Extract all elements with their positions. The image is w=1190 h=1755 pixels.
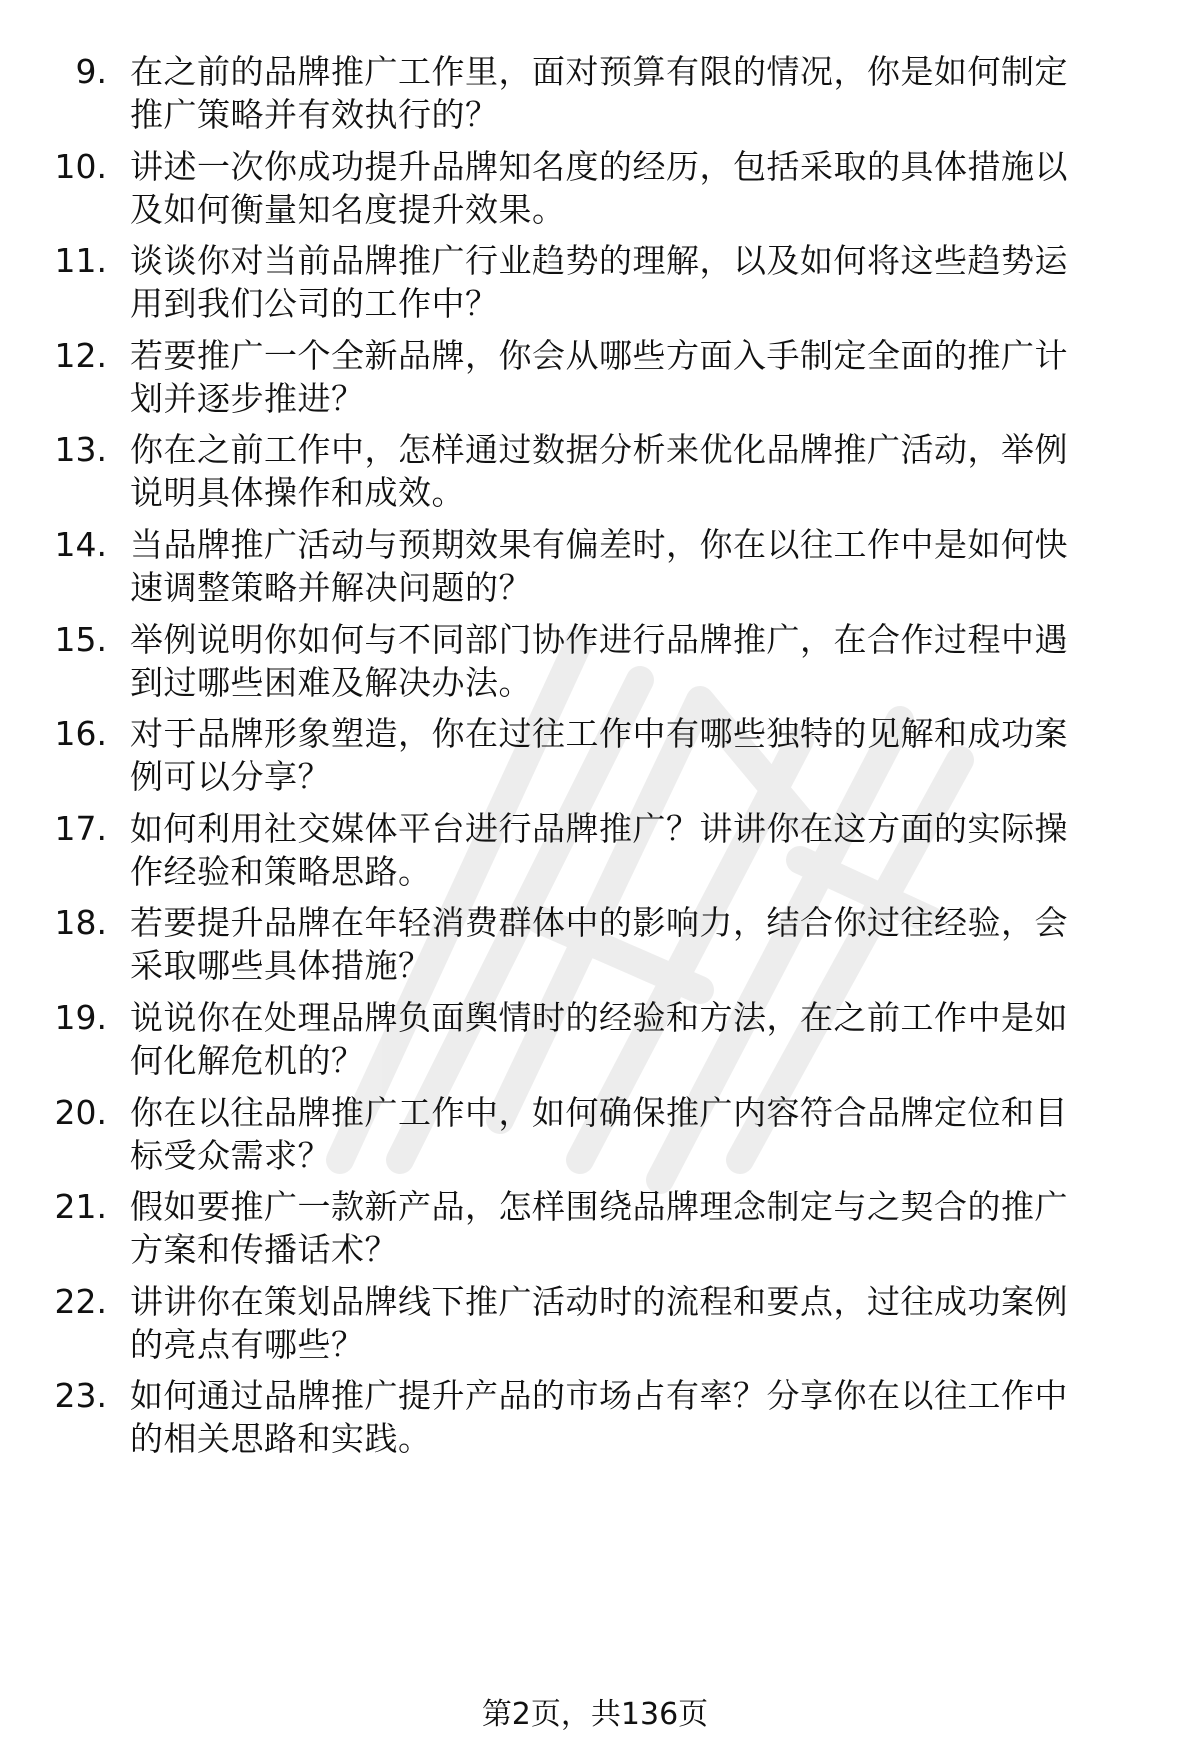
question-item (0, 239, 1190, 339)
question-text-line: 你在以往品牌推广工作中，如何确保推广内容符合品牌定位和目 (130, 1092, 1068, 1132)
question-text-line: 讲述一次你成功提升品牌知名度的经历，包括采取的具体措施以 (130, 146, 1068, 186)
question-item (0, 996, 1190, 1096)
question-number: 21. (54, 1187, 107, 1227)
question-text (130, 239, 1160, 325)
question-item (0, 523, 1190, 623)
question-item (0, 712, 1190, 812)
question-text-line: 速调整策略并解决问题的？ (130, 568, 532, 607)
question-text (130, 523, 1160, 609)
question-item (0, 901, 1190, 1001)
question-item (0, 618, 1190, 718)
question-item (0, 145, 1190, 245)
question-text (130, 334, 1160, 420)
question-text (130, 50, 1160, 136)
question-text-line: 标受众需求？ (130, 1135, 331, 1175)
question-number: 11. (54, 241, 107, 281)
question-text (130, 807, 1160, 893)
question-text-line: 对于品牌形象塑造，你在过往工作中有哪些独特的见解和成功案 (130, 714, 1068, 754)
question-number: 14. (54, 525, 107, 564)
question-text (130, 618, 1160, 704)
question-text (130, 996, 1160, 1082)
question-number: 17. (54, 808, 107, 848)
question-item (0, 1280, 1190, 1380)
question-text-line: 何化解危机的？ (130, 1041, 365, 1080)
question-text-line: 推广策略并有效执行的？ (130, 95, 499, 134)
question-text-line: 若要推广一个全新品牌，你会从哪些方面入手制定全面的推广计 (130, 335, 1068, 375)
question-text-line: 你在之前工作中，怎样通过数据分析来优化品牌推广活动，举例 (130, 430, 1068, 470)
question-item (0, 1091, 1190, 1191)
question-text-line: 方案和传播话术？ (130, 1230, 398, 1270)
question-text-line: 采取哪些具体措施？ (130, 946, 432, 986)
question-text-line: 的亮点有哪些？ (130, 1324, 365, 1364)
question-number: 15. (54, 619, 107, 659)
question-text (130, 1091, 1160, 1177)
question-number: 10. (54, 146, 107, 186)
question-text-line: 如何利用社交媒体平台进行品牌推广？讲讲你在这方面的实际操 (130, 808, 1068, 848)
page-footer: 第2页，共136页 (481, 1697, 709, 1732)
question-text (130, 428, 1160, 514)
question-number: 16. (54, 714, 107, 754)
question-text-line: 举例说明你如何与不同部门协作进行品牌推广，在合作过程中遇 (130, 619, 1068, 659)
question-text-line: 的相关思路和实践。 (130, 1419, 432, 1459)
question-number: 18. (54, 903, 107, 943)
question-item (0, 428, 1190, 528)
question-text-line: 谈谈你对当前品牌推广行业趋势的理解，以及如何将这些趋势运 (130, 241, 1068, 281)
question-item (0, 334, 1190, 434)
question-item (0, 807, 1190, 907)
question-text (130, 145, 1160, 231)
question-text-line: 说说你在处理品牌负面舆情时的经验和方法，在之前工作中是如 (130, 998, 1068, 1037)
question-text-line: 作经验和策略思路。 (130, 851, 432, 891)
question-text-line: 到过哪些困难及解决办法。 (130, 662, 532, 702)
question-number: 9. (75, 52, 107, 91)
question-item (0, 1185, 1190, 1285)
question-number: 12. (54, 335, 107, 375)
question-text-line: 讲讲你在策划品牌线下推广活动时的流程和要点，过往成功案例 (130, 1281, 1068, 1321)
question-text-line: 划并逐步推进？ (130, 378, 365, 418)
question-text-line: 在之前的品牌推广工作里，面对预算有限的情况，你是如何制定 (130, 52, 1068, 91)
question-text-line: 假如要推广一款新产品，怎样围绕品牌理念制定与之契合的推广 (130, 1187, 1068, 1227)
question-item (0, 50, 1190, 150)
question-text-line: 例可以分享？ (130, 757, 331, 797)
question-text (130, 1185, 1160, 1271)
question-text-line: 如何通过品牌推广提升产品的市场占有率？分享你在以往工作中 (130, 1376, 1068, 1416)
question-number: 13. (54, 430, 107, 470)
question-number: 19. (54, 998, 107, 1037)
question-text-line: 当品牌推广活动与预期效果有偏差时，你在以往工作中是如何快 (130, 525, 1068, 564)
question-number: 23. (54, 1376, 107, 1416)
question-text-line: 用到我们公司的工作中？ (130, 284, 499, 324)
question-text (130, 901, 1160, 987)
question-text-line: 说明具体操作和成效。 (130, 473, 465, 513)
question-number: 20. (54, 1092, 107, 1132)
question-text-line: 及如何衡量知名度提升效果。 (130, 189, 566, 229)
question-text (130, 1374, 1160, 1460)
question-text (130, 1280, 1160, 1366)
question-text-line: 若要提升品牌在年轻消费群体中的影响力，结合你过往经验，会 (130, 903, 1068, 943)
question-number: 22. (54, 1281, 107, 1321)
question-text (130, 712, 1160, 798)
question-item (0, 1374, 1190, 1474)
